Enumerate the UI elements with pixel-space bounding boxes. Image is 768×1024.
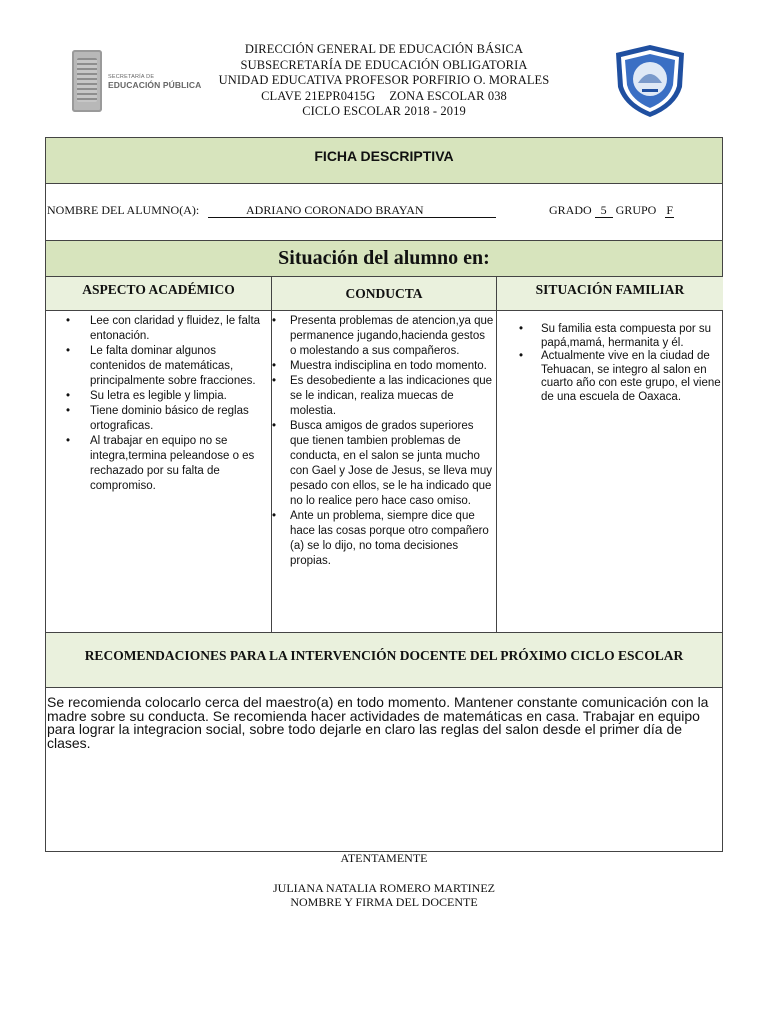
student-name-label: NOMBRE DEL ALUMNO(A): [47, 203, 200, 217]
recomendaciones-title: RECOMENDACIONES PARA LA INTERVENCIÓN DOCENTE DEL PRÓXIMO CICLO ESCOLAR [84, 648, 684, 663]
list-item: • Su letra es legible y limpia. [46, 389, 271, 404]
header-line-1: DIRECCIÓN GENERAL DE EDUCACIÓN BÁSICA [244, 42, 524, 56]
heading-academico: ASPECTO ACADÉMICO [46, 277, 272, 310]
list-item: • Muestra indisciplina en todo momento. [272, 359, 496, 374]
grupo-value: F [666, 203, 674, 217]
list-item: • Actualmente vive en la ciudad de Tehuacan, se integro al salon en cuarto año con este grupo, el viene de una escuela de Oaxaca. [497, 350, 723, 404]
docente-name: JULIANA NATALIA ROMERO MARTINEZ [273, 881, 495, 895]
header-ciclo: CICLO ESCOLAR 2018 - 2019 [302, 104, 466, 118]
header-line-2: SUBSECRETARÍA DE EDUCACIÓN OBLIGATORIA [240, 57, 528, 72]
column-headings [46, 277, 722, 311]
list-item: • Es desobediente a las indicaciones que se le indican, realiza muecas de molestia. [272, 374, 496, 419]
familiar-column [497, 311, 723, 633]
academico-column [46, 311, 272, 633]
docente-caption: NOMBRE Y FIRMA DEL DOCENTE [290, 895, 478, 909]
list-item: • Busca amigos de grados superiores que tienen tambien problemas de conducta, en el salon se junta mucho con Gael y Jose de Jesus, se lleva muy pesado con ellos, se le ha indicado que no lo realice pero hace caso omiso. [272, 419, 496, 509]
form-title-band [46, 138, 722, 184]
header-clave: CLAVE 21EPR0415G [261, 88, 376, 103]
student-name-value: ADRIANO CORONADO BRAYAN [208, 203, 496, 218]
student-info-row [46, 184, 722, 241]
familiar-list [497, 311, 723, 404]
list-item: • Tiene dominio básico de reglas ortograficas. [46, 404, 271, 434]
header-zona: ZONA ESCOLAR 038 [389, 88, 507, 103]
atentamente: ATENTAMENTE [340, 851, 428, 865]
form-title: FICHA DESCRIPTIVA [314, 148, 454, 164]
academico-list [46, 311, 271, 494]
sep-logo-small-text: SECRETARÍA DE [108, 74, 155, 80]
list-item: • Presenta problemas de atencion,ya que permanence jugando,hacienda gestos o molestando a sus compañeros. [272, 314, 496, 359]
list-item: • Le falta dominar algunos contenidos de matemáticas, principalmente sobre fracciones. [46, 344, 271, 389]
list-item: • Lee con claridad y fluidez, le falta entonación. [46, 314, 271, 344]
grado-grupo [549, 203, 674, 218]
recomendaciones-text: Se recomienda colocarlo cerca del maestro(a) en todo momento. Mantener constante comunicación con la madre sobre su conducta. Se recomienda hacer actividades de matemáticas en casa. Trabajar en equipo para lograr la integracion social, sobre todo dejarle en claro las reglas del salon desde el primer día de clases. [47, 694, 709, 751]
list-item: • Ante un problema, siempre dice que hace las cosas porque otro compañero (a) se lo dijo, no toma decisiones propias. [272, 509, 496, 569]
signature-block [0, 881, 768, 909]
school-shield-icon [612, 43, 688, 119]
situacion-columns [46, 311, 722, 633]
header-line-3: UNIDAD EDUCATIVA PROFESOR PORFIRIO O. MORALES [218, 73, 550, 87]
grupo-label: GRUPO [615, 203, 657, 217]
heading-conducta: CONDUCTA [272, 277, 497, 310]
situacion-title: Situación del alumno en: [278, 247, 490, 269]
situacion-band [46, 241, 722, 277]
conducta-list [272, 311, 496, 569]
heading-familiar: SITUACIÓN FAMILIAR [497, 277, 723, 310]
ficha-descriptiva-form [45, 137, 723, 852]
recomendaciones-band [46, 633, 722, 688]
grado-label: GRADO [549, 203, 592, 217]
conducta-column [272, 311, 497, 633]
list-item: • Su familia esta compuesta por su papá,mamá, hermanita y él. [497, 323, 723, 350]
list-item: • Al trabajar en equipo no se integra,termina peleandose o es rechazado por su falta de compromiso. [46, 434, 271, 494]
grado-value: 5 [595, 204, 613, 218]
sep-logo-big-text: EDUCACIÓN PÚBLICA [108, 80, 202, 90]
